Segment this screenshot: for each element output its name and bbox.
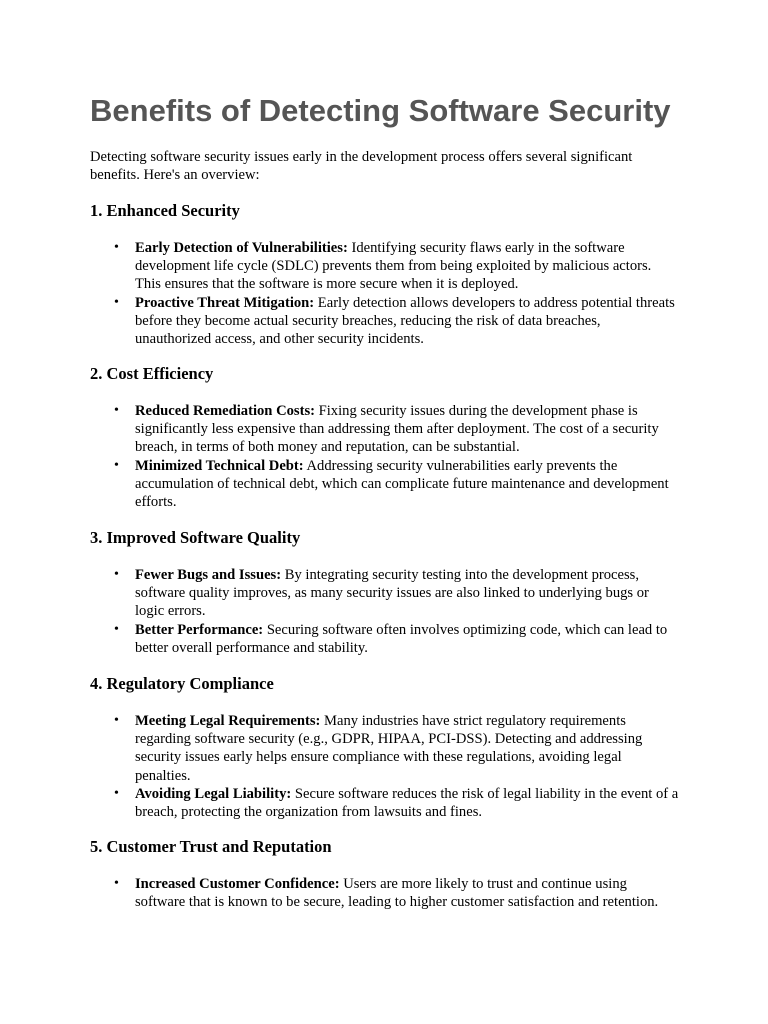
item-text: Addressing security vulnerabilities early prevents the accumulation of technical debt, which can complicate future maintenance and development efforts. [135, 457, 669, 511]
item-text: Securing software often involves optimizing code, which can lead to better overall performance and stability. [135, 621, 668, 656]
bullet-list [90, 239, 690, 348]
item-term: Avoiding Legal Liability: [135, 785, 292, 802]
bullet-icon: • [114, 240, 119, 255]
list-item [90, 457, 680, 512]
item-term: Minimized Technical Debt: [135, 457, 304, 474]
item-text: Early detection allows developers to address potential threats before they become actual security breaches, reducing the risk of data breaches, unauthorized access, and other security incidents. [135, 294, 675, 348]
bullet-icon: • [114, 457, 119, 473]
item-term: Proactive Threat Mitigation: [135, 294, 315, 311]
bullet-icon: • [114, 403, 119, 418]
list-item [90, 712, 680, 785]
item-text: Secure software reduces the risk of legal liability in the event of a breach, protecting the organization from lawsuits and fines. [135, 785, 679, 821]
section-heading: 3. Improved Software Quality [90, 528, 301, 547]
bullet-icon: • [114, 621, 119, 637]
list-item [90, 239, 680, 294]
list-item [90, 785, 680, 821]
section-heading: 2. Cost Efficiency [90, 364, 214, 383]
intro-paragraph: Detecting software security issues early in the development process offers several significant benefits. Here's an overview: [90, 149, 633, 183]
item-text: Fixing security issues during the development phase is significantly less expensive than addressing them after deployment. The cost of a security breach, in terms of both money and reputation, can be substantial. [135, 403, 659, 456]
list-item [90, 294, 680, 349]
list-item [90, 402, 680, 457]
bullet-icon: • [114, 567, 119, 582]
bullet-list [90, 875, 690, 911]
section-heading: 1. Enhanced Security [90, 201, 240, 220]
item-term: Meeting Legal Requirements: [135, 713, 321, 729]
item-term: Increased Customer Confidence: [135, 876, 340, 892]
bullet-icon: • [114, 785, 119, 801]
bullet-icon: • [114, 713, 119, 728]
section-regulatory-compliance [90, 674, 690, 821]
item-text: Users are more likely to trust and continue using software that is known to be secure, leading to higher customer satisfaction and retention. [135, 876, 659, 911]
section-cost-efficiency [90, 364, 690, 511]
section-heading: 4. Regulatory Compliance [90, 674, 274, 693]
section-improved-quality [90, 528, 690, 657]
bullet-list [90, 402, 690, 511]
item-text: Identifying security flaws early in the software development life cycle (SDLC) prevents them from being exploited by malicious actors. This ensures that the software is more secure when it is deployed. [135, 240, 652, 293]
bullet-list [90, 566, 690, 657]
item-term: Early Detection of Vulnerabilities: [135, 240, 348, 256]
list-item [90, 875, 680, 911]
section-enhanced-security [90, 201, 690, 348]
item-text: Many industries have strict regulatory requirements regarding software security (e.g., GDPR, HIPAA, PCI-DSS). Detecting and addressing security issues early helps ensure compliance with these regulations, avoiding legal penalties. [135, 713, 643, 784]
item-text: By integrating security testing into the development process, software quality improves, as many security issues are also linked to underlying bugs or logic errors. [135, 567, 649, 620]
item-term: Better Performance: [135, 621, 264, 638]
page-title: Benefits of Detecting Software Security [90, 93, 671, 128]
bullet-icon: • [114, 876, 119, 891]
list-item [90, 621, 680, 657]
section-heading: 5. Customer Trust and Reputation [90, 837, 332, 856]
bullet-list [90, 712, 690, 821]
item-term: Fewer Bugs and Issues: [135, 567, 282, 583]
list-item [90, 566, 680, 621]
item-term: Reduced Remediation Costs: [135, 403, 315, 419]
section-customer-trust [90, 837, 690, 911]
bullet-icon: • [114, 294, 119, 310]
